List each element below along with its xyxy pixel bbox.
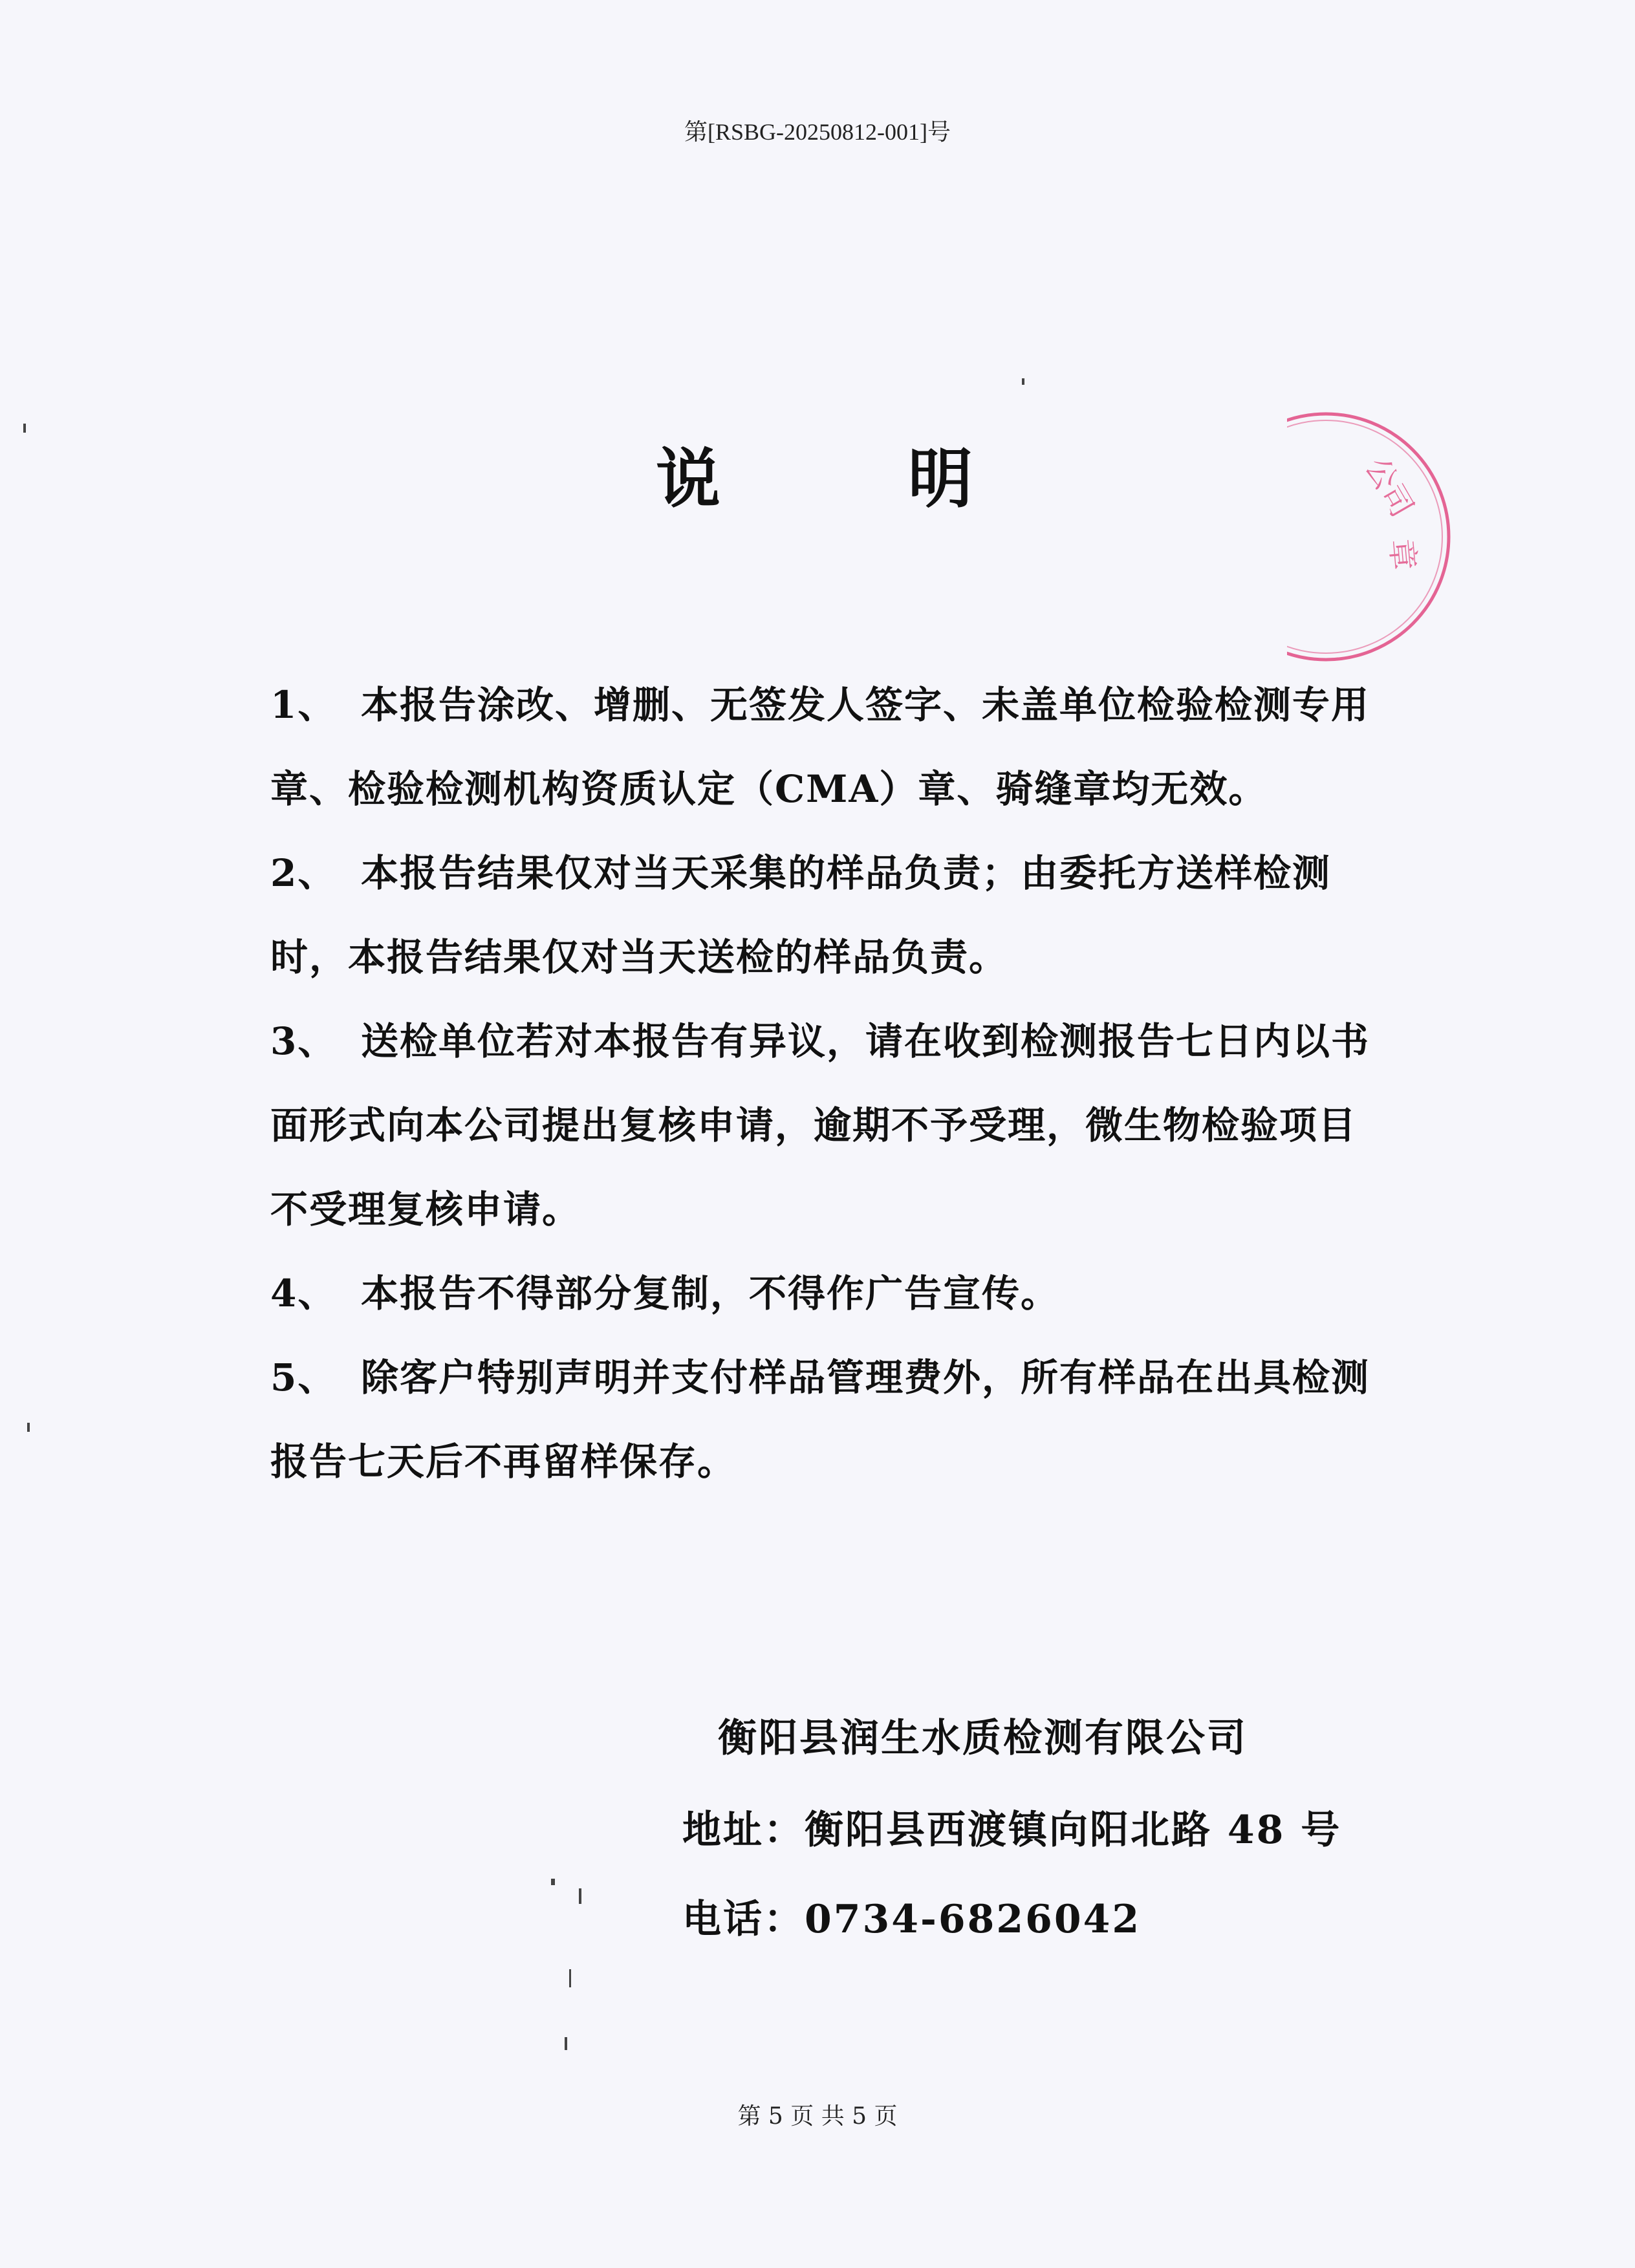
note-item xyxy=(270,999,1376,1251)
company-phone: 电话：0734-6826042 xyxy=(682,1897,1142,1942)
report-number: 第[RSBG-20250812-001]号 xyxy=(684,119,951,145)
title-char-1: 说 xyxy=(656,440,720,517)
scan-speck xyxy=(27,1423,30,1432)
page-number: 第 5 页 共 5 页 xyxy=(737,2103,898,2130)
note-text: 本报告不得部分复制，不得作广告宣传。 xyxy=(361,1271,1060,1315)
scan-speck xyxy=(565,2037,567,2050)
scan-speck xyxy=(1022,378,1024,385)
note-number: 5、 xyxy=(270,1355,337,1399)
note-item xyxy=(270,1335,1376,1504)
note-text: 本报告涂改、增删、无签发人签字、未盖单位检验检测专用章、检验检测机构资质认定（CMA）章、骑缝章均无效。 xyxy=(270,683,1370,811)
notes-list xyxy=(270,663,1376,1504)
note-item xyxy=(270,1251,1376,1335)
company-name: 衡阳县润生水质检测有限公司 xyxy=(718,1716,1248,1761)
svg-text:公司: 公司 xyxy=(1358,451,1421,524)
page-title xyxy=(656,440,973,517)
company-address: 地址：衡阳县西渡镇向阳北路 48 号 xyxy=(682,1808,1342,1853)
note-number: 2、 xyxy=(270,851,337,895)
seal-icon xyxy=(1287,388,1468,686)
scan-speck xyxy=(579,1888,581,1904)
note-text: 除客户特别声明并支付样品管理费外，所有样品在出具检测报告七天后不再留样保存。 xyxy=(270,1355,1370,1484)
scan-speck xyxy=(551,1879,555,1885)
company-seal-stamp xyxy=(1287,388,1468,686)
note-number: 1、 xyxy=(270,683,337,727)
note-item xyxy=(270,831,1376,999)
scan-speck xyxy=(569,1969,571,1987)
note-item xyxy=(270,663,1376,831)
note-number: 4、 xyxy=(270,1271,337,1315)
title-char-2: 明 xyxy=(908,440,973,517)
svg-text:章: 章 xyxy=(1383,537,1422,572)
note-text: 送检单位若对本报告有异议，请在收到检测报告七日内以书面形式向本公司提出复核申请，逾期不予受理，微生物检验项目不受理复核申请。 xyxy=(270,1019,1370,1231)
note-number: 3、 xyxy=(270,1019,337,1063)
scan-speck xyxy=(23,424,26,433)
note-text: 本报告结果仅对当天采集的样品负责；由委托方送样检测时，本报告结果仅对当天送检的样品负责。 xyxy=(270,851,1332,979)
